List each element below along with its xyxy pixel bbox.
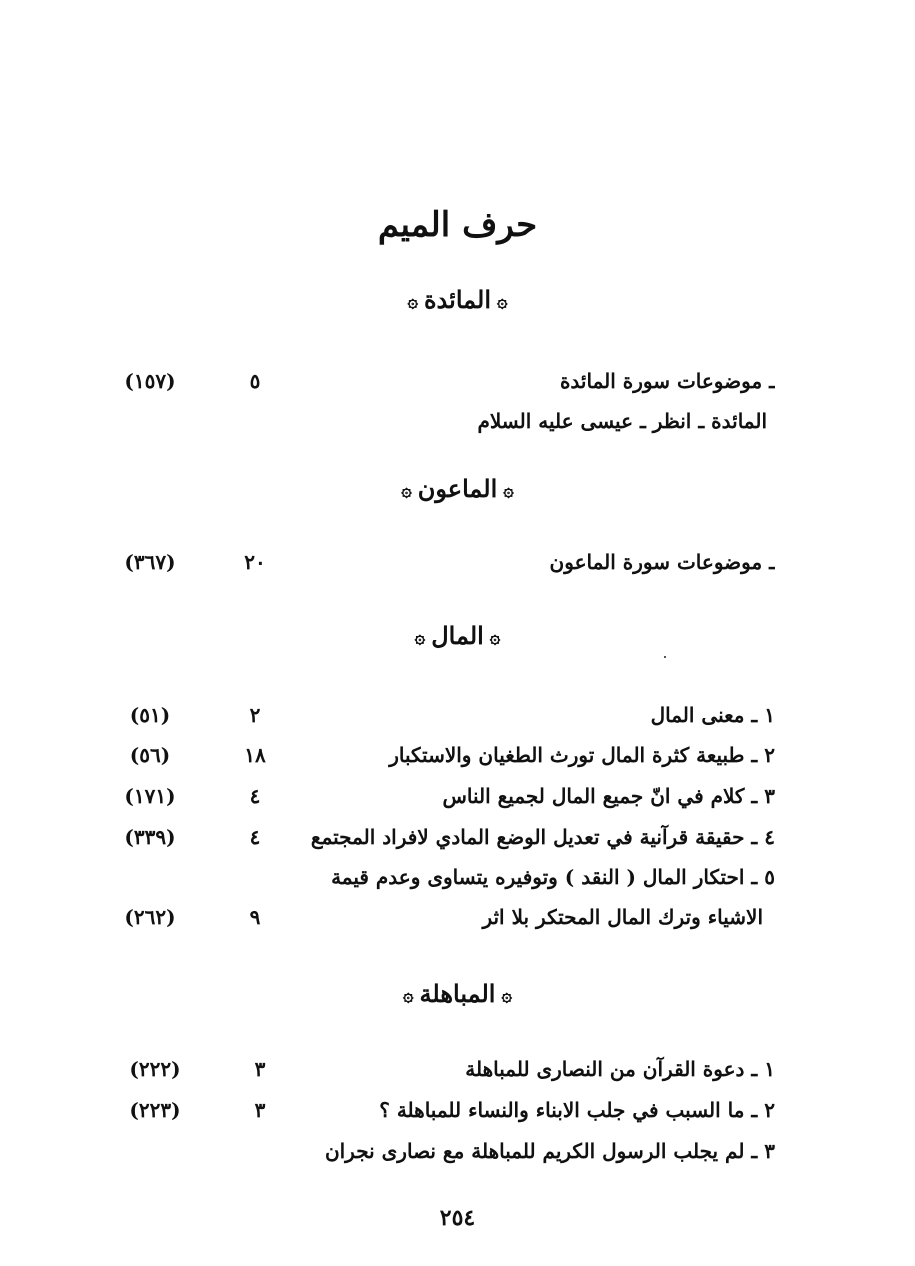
entry-ref: (٥١) xyxy=(129,703,171,727)
ornament-icon: ۞ xyxy=(407,291,418,312)
entry-ref: (٢٦٢) xyxy=(124,905,176,929)
entry-topic: الاشياء وترك المال المحتكر بلا اثر xyxy=(305,900,763,934)
section-heading-label: المباهلة xyxy=(419,979,496,1008)
section-heading-label: المال xyxy=(431,621,484,650)
index-entry xyxy=(0,1134,915,1168)
entry-number: ٢ xyxy=(249,703,261,727)
entry-ref: (١٧١) xyxy=(124,784,176,808)
entry-topic: ٢ ـ ما السبب في جلب الابناء والنساء للمباهلة ؟ xyxy=(313,1093,775,1127)
entry-ref: (٥٦) xyxy=(129,743,171,767)
entry-ref: (٣٣٩) xyxy=(124,825,176,849)
entry-topic: ٥ ـ احتكار المال ( النقد ) وتوفيره يتساوى وعدم قيمة xyxy=(331,865,775,889)
entry-ref: (٢٢٣) xyxy=(129,1098,181,1122)
index-entry xyxy=(0,738,915,772)
entry-ref: (٢٢٢) xyxy=(129,1057,181,1081)
entry-topic: المائدة ـ انظر ـ عيسى عليه السلام xyxy=(297,404,767,438)
ornament-icon: ۞ xyxy=(414,627,426,648)
ornament-icon: ۞ xyxy=(503,480,514,501)
index-entry xyxy=(0,698,915,732)
entry-ref: (١٥٧) xyxy=(124,369,176,393)
entry-number: ٤ xyxy=(249,784,261,808)
index-entry xyxy=(0,404,915,438)
entry-topic: ٣ ـ كلام في انّ جميع المال لجميع الناس xyxy=(305,779,775,813)
section-heading-label: الماعون xyxy=(417,474,498,503)
entry-number: ٣ xyxy=(254,1057,266,1081)
entry-number: ٩ xyxy=(249,905,261,929)
index-entry xyxy=(0,900,915,934)
entry-topic: ٤ ـ حقيقة قرآنية في تعديل الوضع المادي لافراد المجتمع xyxy=(310,825,775,849)
section-heading-maoun xyxy=(0,474,915,503)
page-number: ٢٥٤ xyxy=(439,1205,476,1231)
index-entry xyxy=(0,1052,915,1086)
index-entry xyxy=(0,545,915,579)
print-speck xyxy=(664,656,666,658)
entry-number: ٣ xyxy=(254,1098,266,1122)
entry-number: ١٨ xyxy=(244,743,266,767)
ornament-icon: ۞ xyxy=(401,480,412,501)
entry-ref: (٣٦٧) xyxy=(124,550,176,574)
ornament-icon: ۞ xyxy=(497,291,508,312)
section-heading-mubahala xyxy=(0,979,915,1008)
entry-number: ٢٠ xyxy=(244,550,266,574)
section-heading-mal xyxy=(0,621,915,650)
entry-topic: ٣ ـ لم يجلب الرسول الكريم للمباهلة مع نصارى نجران xyxy=(324,1139,775,1163)
ornament-icon: ۞ xyxy=(403,985,414,1006)
entry-number: ٤ xyxy=(249,825,261,849)
entry-number: ٥ xyxy=(249,369,261,393)
index-entry xyxy=(0,364,915,398)
page-title: حرف الميم xyxy=(377,205,538,245)
index-entry xyxy=(0,779,915,813)
ornament-icon: ۞ xyxy=(501,985,512,1006)
entry-topic: ١ ـ دعوة القرآن من النصارى للمباهلة xyxy=(313,1052,775,1086)
index-entry xyxy=(0,860,915,894)
entry-topic: ـ موضوعات سورة المائدة xyxy=(305,364,775,398)
entry-topic: ٢ ـ طبيعة كثرة المال تورث الطغيان والاستكبار xyxy=(305,738,775,772)
index-entry xyxy=(0,1093,915,1127)
ornament-icon: ۞ xyxy=(489,627,501,648)
entry-topic: ١ ـ معنى المال xyxy=(305,698,775,732)
section-heading-maida xyxy=(0,285,915,314)
section-heading-label: المائدة xyxy=(423,285,492,314)
entry-topic: ـ موضوعات سورة الماعون xyxy=(305,545,775,579)
index-entry xyxy=(0,820,915,854)
